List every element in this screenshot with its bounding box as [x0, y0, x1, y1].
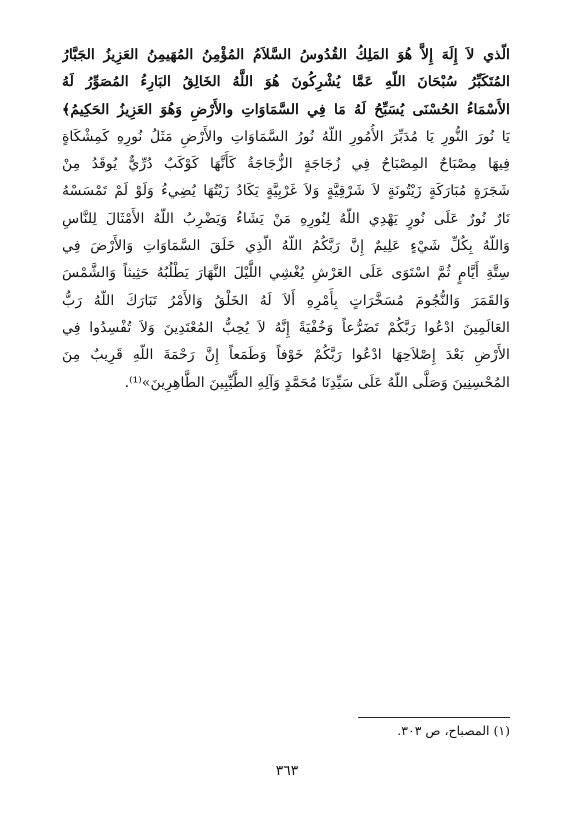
body-line: فِيهَا مِصْبَاحٌ المِصْبَاحُ فِي زُجَاجَةٍ الزُّجَاجَةُ كَأَنَّهَا كَوْكَبٌ دُرِّيٌّ يُوقَدُ مِنْ	[62, 156, 510, 173]
footnote: (١) المصباح، ص ٣٠٣.	[397, 723, 510, 738]
body-line: وَاللّهُ بِكُلِّ شَيْءٍ عَلِيمٌ إِنَّ رَبَّكُمُ اللّهُ الّذِي خَلَقَ السَّمَاوَاتِ وَالأَرْضَ فِي	[62, 238, 510, 255]
body-line: وَالقَمَرَ وَالنُّجُومَ مُسَخَّرَاتٍ بِأَمْرِهِ أَلاَ لَهُ الخَلْقُ وَالأَمْرُ تَبَارَكَ اللّهُ رَبُّ	[62, 292, 510, 309]
body-line: نَارٌ نُورٌ عَلَى نُورٍ يَهْدِي اللّهُ لِنُورِهِ مَنْ يَشَاءُ وَيَضْرِبُ اللّهُ الأَمْثَالَ لِلنَّاسِ	[62, 210, 510, 227]
body-line: المُحْسِنِينَ وَصَلَّى اللّهُ عَلَى سَيِّدِنَا مُحَمَّدٍ وَآلِهِ الطَّيِّبِينَ الطَّاهِرِينَ»⁽¹⁾.	[124, 374, 510, 391]
body-line: الأَرْضِ بَعْدَ إِصْلاَحِهَا ادْعُوا رَبَّكُمْ خَوْفاً وَطَمَعاً إِنَّ رَحْمَةَ اللّهِ قَرِيبٌ مِنَ	[62, 347, 510, 364]
body-line: الأَسْمَاءُ الحُسْنَى يُسَبِّحُ لَهُ مَا فِي السَّمَاوَاتِ والأَرْضِ وَهُوَ العَزِيزُ الحَكِيمُ﴾	[62, 101, 510, 118]
body-line: المُتَكَبِّرُ سُبْحَانَ اللّهِ عَمَّا يُشْرِكُونَ هُوَ اللَّهُ الخَالِقُ البَارِءُ المُصَوِّرُ لَهُ	[62, 74, 510, 91]
body-line: شَجَرَةٍ مُبَارَكَةٍ زَيْتُونَةٍ لاَ شَرْقِيَّةٍ وَلاَ غَرْبِيَّةٍ يَكَادُ زَيْتُهَا يُضِيءُ وَلَوْ لَمْ تَمْسَسْهُ	[62, 183, 510, 200]
body-line: الّذي لاَ إِلَهَ إِلاَّ هُوَ المَلِكُ القُدُوسُ السَّلاَمُ المُؤْمِنُ المُهَيمِنُ العَزِيزُ الجَبَّارُ	[62, 47, 510, 63]
page-number: ٣٦٣	[275, 763, 299, 779]
body-line: يَا نُورَ النُّورِ يَا مُدَبِّرَ الأُمُورِ اللّهُ نُورُ السَّمَاوَاتِ والأَرْضِ مَثَلُ نُورِهِ كَمِشْكَاةٍ	[62, 128, 510, 145]
body-line: العَالَمِينَ ادْعُوا رَبَّكُمْ تَضَرُّعاً وَخُفْيَةً إِنَّهُ لاَ يُحِبُّ المُعْتَدِينَ وَلاَ تُفْسِدُوا فِي	[62, 319, 510, 336]
main-text-block	[62, 42, 510, 397]
footnote-divider	[358, 717, 510, 718]
body-line: سِتَّةِ أَيَّامٍ ثُمَّ اسْتَوَى عَلَى العَرْشِ يُغْشِي اللَّيْلَ النَّهَارَ يَطْلُبُهُ حَثِيثاً وَالشَّمْسَ	[62, 265, 510, 282]
